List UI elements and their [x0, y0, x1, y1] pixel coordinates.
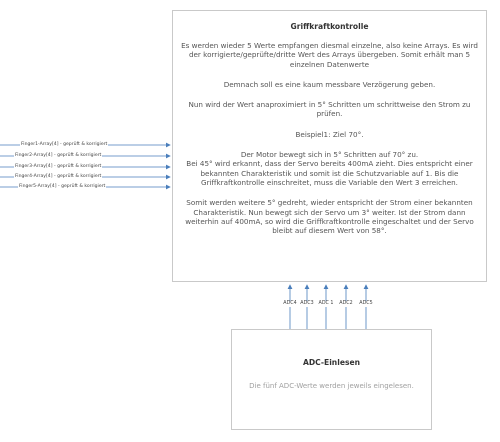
finger3-label: Finger3-Array[4] - geprüft & korrigiert: [15, 164, 102, 169]
adc3-label: ADC3: [300, 301, 314, 306]
griffkraftkontrolle-box[interactable]: [172, 10, 487, 282]
example-continuation-paragraph: Somit werden weitere 5° gedreht, wieder entspricht der Strom einer bekannten Charakteristik. Nun bewegt sich der Servo um 3° weiter. Ist der Strom dann weiterhin auf 400mA, so wird die Griffkraftkontrolle eingeschaltet und der Servo bleibt auf diesem Wert von 58°.: [185, 198, 474, 236]
description-paragraph: Es werden wieder 5 Werte empfangen diesmal einzelne, also keine Arrays. Es wird der korrigierte/geprüfte/dritte Wert des Arrays übergeben. Somit erhält man 5 einzelnen Datenwerte: [181, 41, 478, 69]
adc-einlesen-title: ADC-Einlesen: [302, 358, 361, 367]
adc2-label: ADC2: [339, 301, 353, 306]
approximation-paragraph: Nun wird der Wert anaproximiert in 5° Schritten um schrittweise den Strom zu prüfen.: [188, 100, 471, 119]
example-heading: Beispiel1: Ziel 70°.: [295, 129, 364, 139]
griffkraftkontrolle-title: Griffkraftkontrolle: [290, 22, 369, 31]
finger2-label: Finger2-Array[4] - geprüft & korrigiert: [15, 153, 102, 158]
example-motor-paragraph: Der Motor bewegt sich in 5° Schritten auf 70° zu. Bei 45° wird erkannt, dass der Servo bereits 400mA zieht. Dies entspricht einer bekannten Charakteristik und somit ist die Schutzvariable auf 1. Bis die Griffkraftkontrolle einschreitet, muss die Variable den Wert 3 erreichen.: [186, 150, 473, 187]
finger4-label: Finger4-Array[4] - geprüft & korrigiert: [15, 174, 102, 179]
adc5-label: ADC5: [359, 301, 373, 306]
finger5-label: Finger5-Array[4] - geprüft & korrigiert: [19, 184, 106, 189]
adc1-label: ADC 1: [318, 301, 334, 306]
finger1-label: Finger1-Array[4] - geprüft & korrigiert: [21, 142, 108, 147]
adc-einlesen-box[interactable]: [231, 329, 432, 430]
adc-einlesen-description: Die fünf ADC-Werte werden jeweils eingelesen.: [249, 382, 414, 390]
adc4-label: ADC4: [283, 301, 297, 306]
delay-paragraph: Demnach soll es eine kaum messbare Verzögerung geben.: [223, 79, 436, 89]
